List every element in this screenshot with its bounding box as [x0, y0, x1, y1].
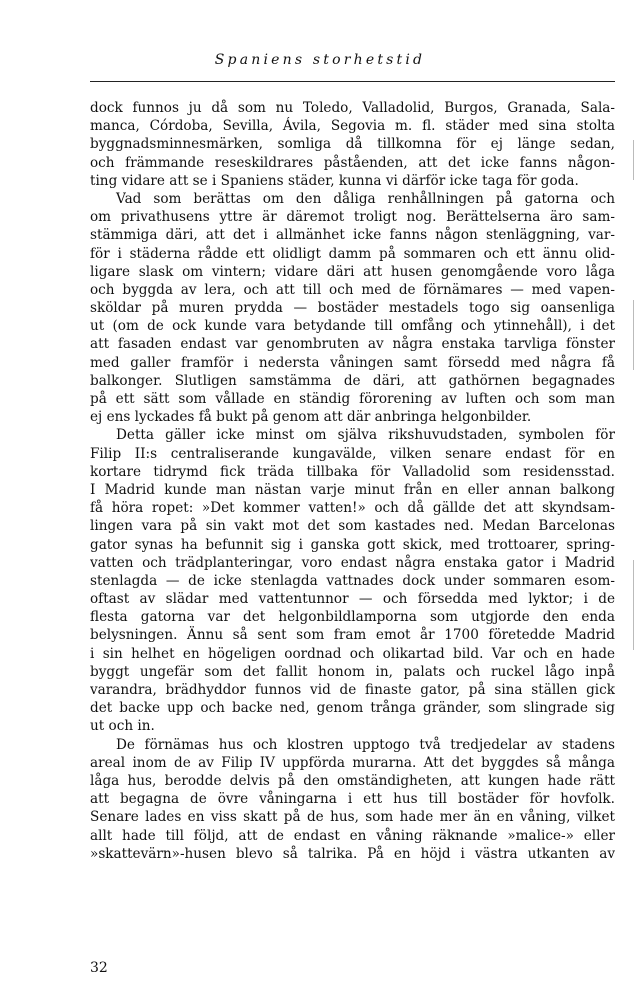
text-line: dock funnos ju då som nu Toledo, Valladolid, Burgos, Granada, Sala- — [90, 100, 615, 116]
text-line: ut och in. — [90, 718, 155, 735]
text-line: ej ens lyckades få bukt på genom att där anbringa helgonbilder. — [90, 409, 532, 426]
text-line: I Madrid kunde man nästan varje minut från en eller annan balkong — [90, 481, 615, 498]
text-line: lingen vara på sin vakt mot det som kastades ned. Medan Barcelonas — [90, 518, 615, 535]
text-line: Vad som berättas om den dåliga renhållningen på gatorna och — [116, 190, 615, 207]
page-edge-mark — [633, 300, 634, 370]
page-number: 32 — [90, 960, 108, 976]
text-line: det backe upp och backe ned, genom trånga gränder, som slingrade sig — [90, 700, 615, 717]
text-line: vatten och trädplanteringar, voro endast några enstaka gator i Madrid — [90, 554, 615, 571]
text-line: areal inom de av Filip IV uppförda murarna. Att det byggdes så många — [90, 754, 615, 771]
text-line: att begagna de övre våningarna i ett hus till bostäder för hovfolk. — [90, 791, 615, 808]
text-line: med galler framför i nedersta våningen samt försedd med några få — [90, 354, 615, 371]
body-text — [90, 99, 615, 863]
running-head: Spaniens storhetstid — [214, 52, 426, 68]
text-line: på ett sätt som vållade en ständig förorening av luften och som man — [90, 391, 615, 407]
text-line: belysningen. Ännu så sent som fram emot år 1700 företedde Madrid — [90, 627, 615, 644]
page-edge-mark — [633, 560, 634, 650]
text-line: få höra ropet: »Det kommer vatten!» och då gällde det att skyndsam- — [90, 500, 615, 517]
text-line: för i städerna rådde ett olidligt damm på sommaren och ett ännu olid- — [90, 245, 615, 262]
text-line: ut (om de ock kunde vara betydande till omfång och ytinnehåll), i det — [90, 318, 615, 335]
text-line: Senare lades en viss skatt på de hus, som hade mer än en våning, vilket — [90, 809, 615, 826]
text-line: om privathusens yttre är däremot troligt nog. Berättelserna äro sam- — [90, 209, 615, 226]
text-line: gator synas ha befunnit sig i ganska gott skick, med trottoarer, spring- — [90, 536, 615, 553]
text-line: sköldar på muren prydda — bostäder mestadels togo sig oansenliga — [90, 300, 615, 317]
text-line: Filip II:s centraliserande kungavälde, vilken senare endast för en — [90, 445, 615, 462]
text-line: och främmande reseskildrares påståenden, att det icke fanns någon- — [90, 154, 615, 171]
text-line: oftast av slädar med vattentunnor — och försedda med lyktor; i de — [90, 591, 615, 608]
text-line: balkonger. Slutligen samstämma de däri, att gathörnen begagnades — [90, 372, 615, 389]
text-line: manca, Córdoba, Sevilla, Ávila, Segovia m. fl. städer med sina stolta — [90, 118, 615, 135]
text-line: stenlagda — de icke stenlagda vattnades dock under sommaren esom- — [90, 572, 615, 589]
text-line: ligare slask om vintern; vidare däri att husen genomgående voro låga — [90, 263, 615, 280]
header-rule — [90, 81, 615, 82]
text-line: stämmiga däri, att det i allmänhet icke fanns någon stenläggning, var- — [90, 227, 615, 244]
text-line: och byggda av lera, och att till och med de förnämares — med vapen- — [90, 281, 615, 298]
text-line: De förnämas hus och klostren upptogo två tredjedelar av stadens — [116, 736, 615, 753]
text-line: »skattevärn»-husen blevo så talrika. På en höjd i västra utkanten av — [90, 845, 615, 862]
text-line: ting vidare att se i Spaniens städer, kunna vi därför icke taga för goda. — [90, 172, 579, 189]
text-line: allt hade till följd, att de endast en våning räknande »malice-» eller — [90, 827, 615, 844]
text-line: byggt ungefär som det fallit honom in, palats och ruckel lågo inpå — [90, 663, 615, 680]
text-line: Detta gäller icke minst om själva rikshuvudstaden, symbolen för — [116, 427, 615, 444]
text-line: flesta gatorna var det helgonbildlamporna som utgjorde den enda — [90, 609, 615, 626]
page-edge-mark — [633, 140, 634, 180]
text-line: låga hus, berodde delvis på den omständigheten, att kungen hade rätt — [90, 772, 615, 789]
text-line: varandra, brädhyddor funnos vid de finaste gator, på sina ställen gick — [90, 682, 615, 698]
text-line: att fasaden endast var genombruten av några enstaka tarvliga fönster — [90, 336, 615, 353]
text-line: kortare tidrymd fick träda tillbaka för Valladolid som residensstad. — [90, 463, 615, 480]
text-line: byggnadsminnesmärken, somliga då tillkomna för ej länge sedan, — [90, 136, 615, 153]
text-line: i sin helhet en högeligen oordnad och olikartad bild. Var och en hade — [90, 645, 615, 662]
